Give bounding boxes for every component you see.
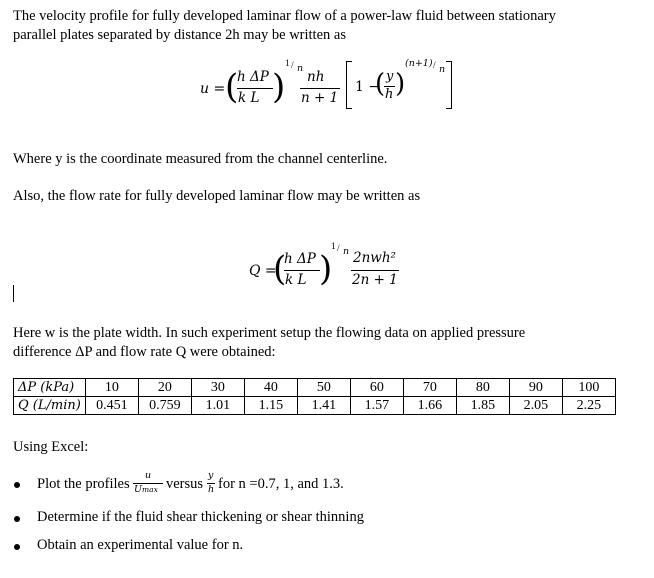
table-cell: 1.85 [456, 397, 509, 415]
bullet-1-pre: Plot the profiles [37, 476, 130, 492]
eq1-lhs: u = [200, 81, 226, 97]
eq1-exp1-num: 1 [285, 59, 290, 69]
table-cell: 30 [191, 379, 244, 397]
data-table [13, 378, 616, 415]
table-cell: 0.759 [138, 397, 191, 415]
eq2-frac2-den: 2n + 1 [352, 272, 398, 288]
table-cell: 1.41 [297, 397, 350, 415]
bullet-2-marker [14, 516, 20, 522]
table-cell: 80 [456, 379, 509, 397]
table-cell: 100 [562, 379, 615, 397]
here-paragraph [13, 324, 638, 362]
using-excel-heading: Using Excel: [13, 439, 89, 455]
eq2-exp-num: 1 [331, 242, 336, 252]
eq1-right-paren: ) [272, 67, 286, 107]
bullet-2: Determine if the fluid shear thickening or shear thinning [37, 509, 364, 525]
row-label-flow: Q (L/min) [14, 397, 86, 415]
bullet-1-frac1-num: u [145, 470, 152, 481]
here-line-2: difference ΔP and flow rate Q were obtained: [13, 344, 276, 360]
row-label-pressure: ΔP (kPa) [14, 379, 86, 397]
eq1-frac1-den: k L [238, 90, 260, 106]
eq2-frac2-bar [351, 270, 399, 271]
intro-line-2: parallel plates separated by distance 2h may be written as [13, 27, 346, 43]
eq1-exp2-num: (n+1) [405, 58, 433, 69]
eq2-left-paren: ( [273, 249, 287, 289]
bullet-1 [37, 470, 637, 502]
bullet-1-frac2-den: h [208, 484, 215, 495]
eq1-frac1-bar [237, 88, 273, 89]
eq1-exp1-den: n [297, 63, 304, 74]
table-cell: 40 [244, 379, 297, 397]
bullet-1-marker [14, 482, 20, 488]
also-text: Also, the flow rate for fully developed laminar flow may be written as [13, 188, 421, 204]
table-cell: 2.25 [562, 397, 615, 415]
flow-rate-equation: Q = ( h ΔP k L ) 1 / n 2nwh² 2n + 1 [249, 242, 398, 289]
table-cell: 1.57 [350, 397, 403, 415]
bullet-1-mid: versus [166, 476, 204, 492]
eq2-frac1-den: k L [285, 272, 307, 288]
velocity-equation: u = ( h ΔP k L ) 1 / n nh n + 1 1 − ( y h ) (n+1) / n [0, 55, 654, 125]
eq2-exp-den: n [343, 246, 350, 257]
table-cell: 10 [85, 379, 138, 397]
here-line-1: Here w is the plate width. In such experiment setup the flowing data on applied pressure [13, 325, 526, 341]
where-text: Where y is the coordinate measured from the channel centerline. [13, 151, 388, 167]
eq1-frac2-num: nh [307, 69, 325, 85]
eq2-frac1-num: h ΔP [284, 251, 316, 267]
eq1-inner-den: h [385, 87, 394, 102]
bullet-1-post: for n =0.7, 1, and 1.3. [218, 476, 344, 492]
eq2-frac1-bar [284, 270, 320, 271]
bullet-3: Obtain an experimental value for n. [37, 537, 244, 553]
table-cell: 1.15 [244, 397, 297, 415]
eq2-frac2-num: 2nwh² [353, 250, 396, 266]
table-cell: 1.01 [191, 397, 244, 415]
table-cell: 1.66 [403, 397, 456, 415]
table-cell: 0.451 [85, 397, 138, 415]
text-cursor [13, 285, 14, 302]
eq1-inner-num: y [386, 69, 394, 84]
eq1-left-bracket [346, 61, 352, 109]
eq1-one-minus: 1 − [355, 79, 381, 95]
eq2-lhs: Q = [249, 263, 277, 279]
eq1-frac1-num: h ΔP [237, 69, 269, 85]
eq1-frac2-den: n + 1 [301, 90, 339, 106]
bullet-1-frac2-num: y [208, 470, 214, 481]
eq1-frac2-bar [300, 88, 340, 89]
intro-line-1: The velocity profile for fully developed laminar flow of a power-law fluid between stationary [13, 8, 556, 24]
table-cell: 20 [138, 379, 191, 397]
table-row [14, 379, 616, 397]
table-cell: 70 [403, 379, 456, 397]
table-cell: 50 [297, 379, 350, 397]
intro-paragraph [13, 7, 638, 45]
table-cell: 90 [509, 379, 562, 397]
bullet-1-frac1-den: Umax [134, 484, 158, 495]
eq2-right-paren: ) [319, 249, 333, 289]
table-cell: 60 [350, 379, 403, 397]
eq1-left-paren: ( [225, 67, 239, 107]
table-row [14, 397, 616, 415]
bullet-3-marker [14, 544, 20, 550]
eq1-exp2-den: n [439, 64, 446, 75]
table-cell: 2.05 [509, 397, 562, 415]
eq1-right-bracket [446, 61, 452, 109]
